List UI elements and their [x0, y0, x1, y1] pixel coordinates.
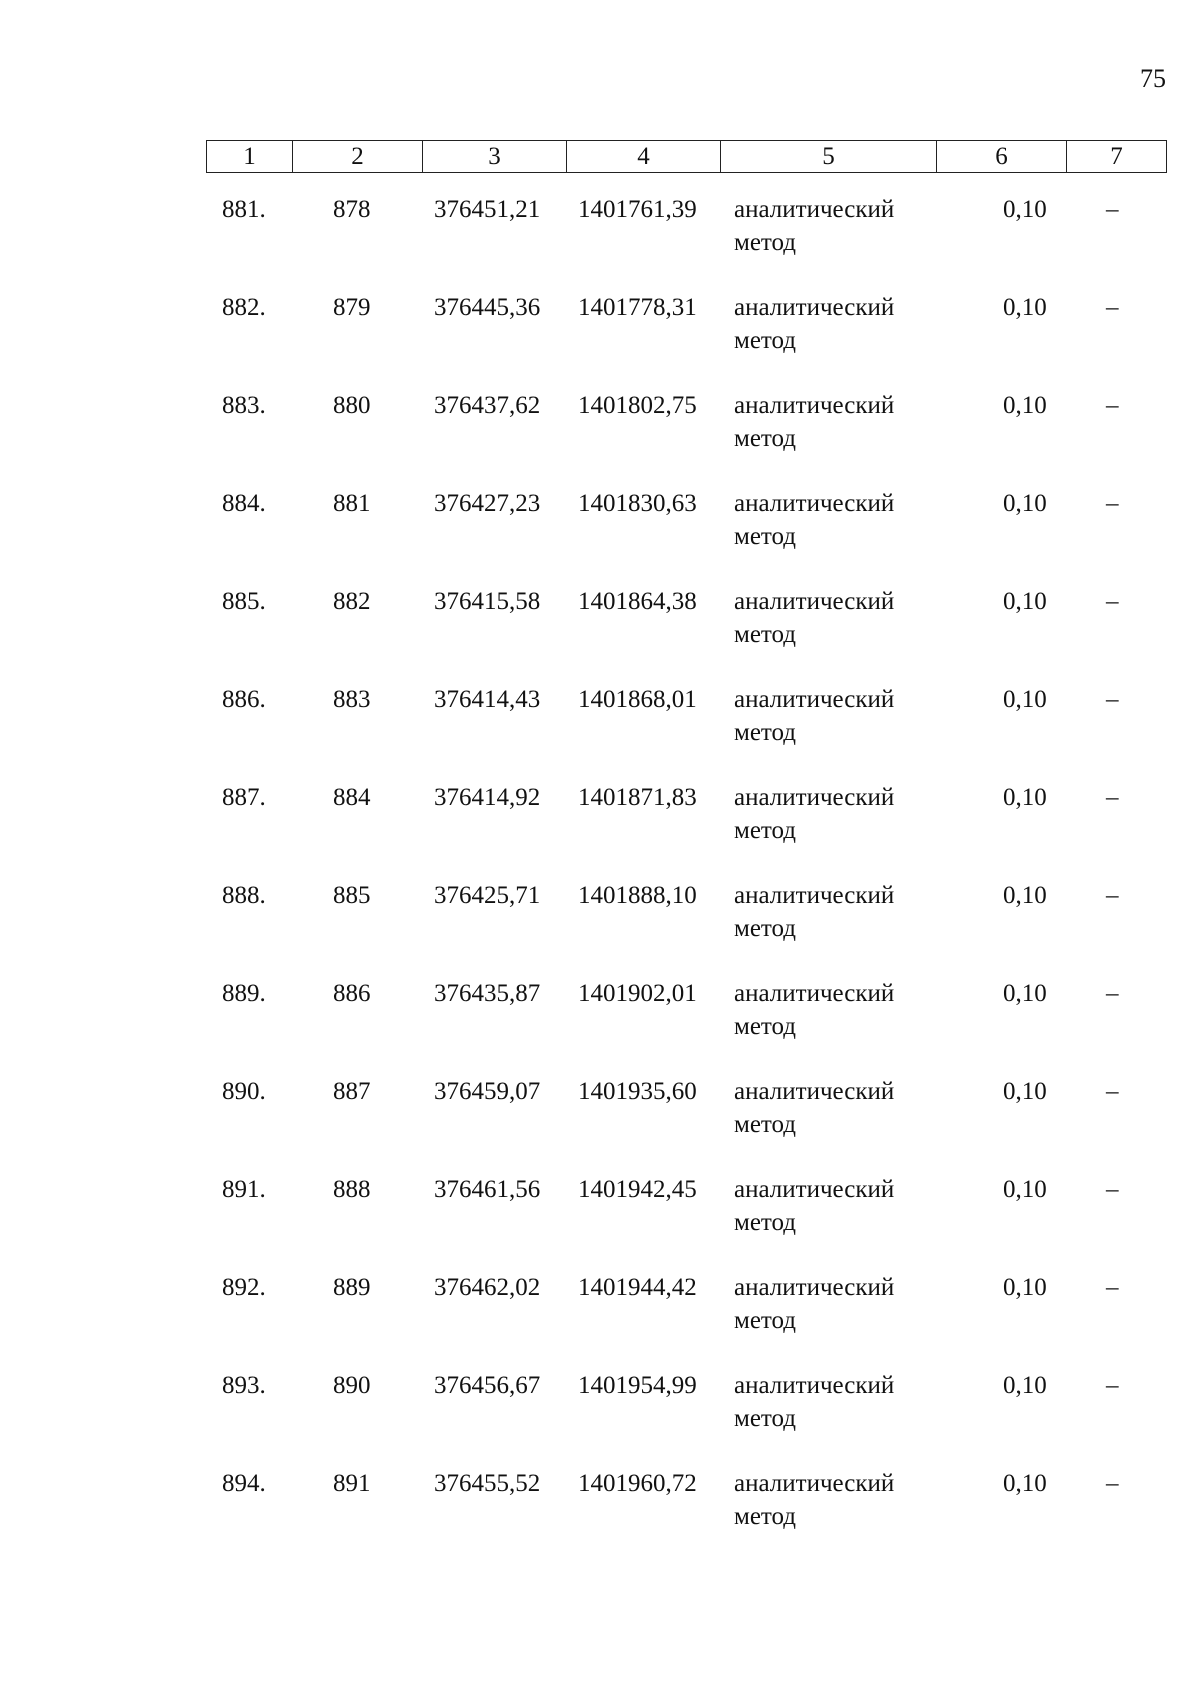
accuracy: 0,10: [1003, 1372, 1047, 1399]
coordinate-x: 376435,87: [434, 980, 541, 1007]
method: [734, 1271, 934, 1337]
coordinate-y: 1401761,39: [578, 196, 697, 223]
note: –: [1106, 490, 1119, 517]
note: –: [1106, 1274, 1119, 1301]
method-line-2: метод: [734, 1503, 797, 1530]
point-number: 880: [333, 392, 371, 419]
method-line-1: аналитический: [734, 980, 895, 1007]
method-line-2: метод: [734, 817, 797, 844]
point-number: 888: [333, 1176, 371, 1203]
table-row: [0, 781, 1200, 879]
method: [734, 1075, 934, 1141]
coordinate-y: 1401960,72: [578, 1470, 697, 1497]
method-line-2: метод: [734, 915, 797, 942]
header-col-7: 7: [1067, 141, 1167, 173]
table-row: [0, 291, 1200, 389]
row-number: 891.: [222, 1176, 266, 1203]
row-number: 890.: [222, 1078, 266, 1105]
method: [734, 1369, 934, 1435]
coordinate-y: 1401954,99: [578, 1372, 697, 1399]
method-line-1: аналитический: [734, 1470, 895, 1497]
row-number: 892.: [222, 1274, 266, 1301]
accuracy: 0,10: [1003, 980, 1047, 1007]
table-row: [0, 585, 1200, 683]
coordinate-y: 1401888,10: [578, 882, 697, 909]
method: [734, 1173, 934, 1239]
row-number: 893.: [222, 1372, 266, 1399]
row-number: 886.: [222, 686, 266, 713]
accuracy: 0,10: [1003, 1470, 1047, 1497]
header-col-1: 1: [207, 141, 293, 173]
table-row: [0, 389, 1200, 487]
method: [734, 879, 934, 945]
note: –: [1106, 1372, 1119, 1399]
coordinate-y: 1401942,45: [578, 1176, 697, 1203]
method-line-2: метод: [734, 327, 797, 354]
point-number: 879: [333, 294, 371, 321]
row-number: 887.: [222, 784, 266, 811]
point-number: 891: [333, 1470, 371, 1497]
method-line-1: аналитический: [734, 294, 895, 321]
coordinate-y: 1401868,01: [578, 686, 697, 713]
accuracy: 0,10: [1003, 1176, 1047, 1203]
point-number: 887: [333, 1078, 371, 1105]
table-row: [0, 1271, 1200, 1369]
coordinate-x: 376462,02: [434, 1274, 541, 1301]
row-number: 884.: [222, 490, 266, 517]
method: [734, 291, 934, 357]
table-row: [0, 879, 1200, 977]
point-number: 884: [333, 784, 371, 811]
row-number: 882.: [222, 294, 266, 321]
note: –: [1106, 980, 1119, 1007]
coordinate-y: 1401944,42: [578, 1274, 697, 1301]
coordinate-x: 376415,58: [434, 588, 541, 615]
row-number: 885.: [222, 588, 266, 615]
method: [734, 683, 934, 749]
method-line-1: аналитический: [734, 686, 895, 713]
point-number: 890: [333, 1372, 371, 1399]
accuracy: 0,10: [1003, 1274, 1047, 1301]
coordinate-x: 376437,62: [434, 392, 541, 419]
point-number: 878: [333, 196, 371, 223]
method-line-1: аналитический: [734, 1372, 895, 1399]
page-number: 75: [1140, 64, 1166, 93]
note: –: [1106, 686, 1119, 713]
coordinate-x: 376425,71: [434, 882, 541, 909]
header-col-3: 3: [423, 141, 567, 173]
coordinate-y: 1401830,63: [578, 490, 697, 517]
method-line-1: аналитический: [734, 490, 895, 517]
column-header-table: [206, 140, 1167, 173]
table-row: [0, 193, 1200, 291]
table-row: [0, 487, 1200, 585]
method-line-1: аналитический: [734, 1078, 895, 1105]
note: –: [1106, 1176, 1119, 1203]
row-number: 881.: [222, 196, 266, 223]
point-number: 881: [333, 490, 371, 517]
accuracy: 0,10: [1003, 294, 1047, 321]
coordinate-y: 1401902,01: [578, 980, 697, 1007]
table-row: [0, 1075, 1200, 1173]
note: –: [1106, 882, 1119, 909]
method-line-2: метод: [734, 719, 797, 746]
header-col-5: 5: [721, 141, 937, 173]
method: [734, 1467, 934, 1533]
note: –: [1106, 1078, 1119, 1105]
coordinate-y: 1401935,60: [578, 1078, 697, 1105]
method: [734, 193, 934, 259]
note: –: [1106, 784, 1119, 811]
coordinate-x: 376459,07: [434, 1078, 541, 1105]
accuracy: 0,10: [1003, 784, 1047, 811]
method-line-1: аналитический: [734, 392, 895, 419]
point-number: 883: [333, 686, 371, 713]
point-number: 882: [333, 588, 371, 615]
header-row: [207, 141, 1167, 173]
coordinate-x: 376461,56: [434, 1176, 541, 1203]
coordinate-x: 376455,52: [434, 1470, 541, 1497]
accuracy: 0,10: [1003, 588, 1047, 615]
method-line-2: метод: [734, 1405, 797, 1432]
accuracy: 0,10: [1003, 1078, 1047, 1105]
method-line-2: метод: [734, 1209, 797, 1236]
coordinate-y: 1401871,83: [578, 784, 697, 811]
header-col-2: 2: [293, 141, 423, 173]
coordinate-x: 376456,67: [434, 1372, 541, 1399]
method: [734, 977, 934, 1043]
note: –: [1106, 588, 1119, 615]
method-line-2: метод: [734, 229, 797, 256]
coordinate-x: 376414,92: [434, 784, 541, 811]
method: [734, 585, 934, 651]
accuracy: 0,10: [1003, 686, 1047, 713]
method: [734, 389, 934, 455]
row-number: 894.: [222, 1470, 266, 1497]
point-number: 885: [333, 882, 371, 909]
row-number: 889.: [222, 980, 266, 1007]
table-row: [0, 1369, 1200, 1467]
method-line-2: метод: [734, 1111, 797, 1138]
table-row: [0, 1173, 1200, 1271]
method-line-2: метод: [734, 1307, 797, 1334]
coordinate-y: 1401778,31: [578, 294, 697, 321]
accuracy: 0,10: [1003, 490, 1047, 517]
table-row: [0, 1467, 1200, 1565]
method-line-1: аналитический: [734, 1274, 895, 1301]
coordinate-x: 376445,36: [434, 294, 541, 321]
accuracy: 0,10: [1003, 882, 1047, 909]
method-line-2: метод: [734, 523, 797, 550]
method: [734, 781, 934, 847]
table-row: [0, 977, 1200, 1075]
note: –: [1106, 392, 1119, 419]
header-col-6: 6: [937, 141, 1067, 173]
method-line-1: аналитический: [734, 1176, 895, 1203]
method-line-1: аналитический: [734, 784, 895, 811]
row-number: 888.: [222, 882, 266, 909]
coordinate-x: 376451,21: [434, 196, 541, 223]
coordinate-y: 1401864,38: [578, 588, 697, 615]
method-line-1: аналитический: [734, 882, 895, 909]
accuracy: 0,10: [1003, 196, 1047, 223]
point-number: 889: [333, 1274, 371, 1301]
method-line-1: аналитический: [734, 588, 895, 615]
method-line-2: метод: [734, 1013, 797, 1040]
point-number: 886: [333, 980, 371, 1007]
table-body: [0, 193, 1200, 1565]
method: [734, 487, 934, 553]
note: –: [1106, 294, 1119, 321]
method-line-1: аналитический: [734, 196, 895, 223]
coordinate-x: 376414,43: [434, 686, 541, 713]
note: –: [1106, 1470, 1119, 1497]
coordinate-y: 1401802,75: [578, 392, 697, 419]
method-line-2: метод: [734, 425, 797, 452]
header-col-4: 4: [567, 141, 721, 173]
table-row: [0, 683, 1200, 781]
note: –: [1106, 196, 1119, 223]
method-line-2: метод: [734, 621, 797, 648]
coordinate-x: 376427,23: [434, 490, 541, 517]
row-number: 883.: [222, 392, 266, 419]
accuracy: 0,10: [1003, 392, 1047, 419]
